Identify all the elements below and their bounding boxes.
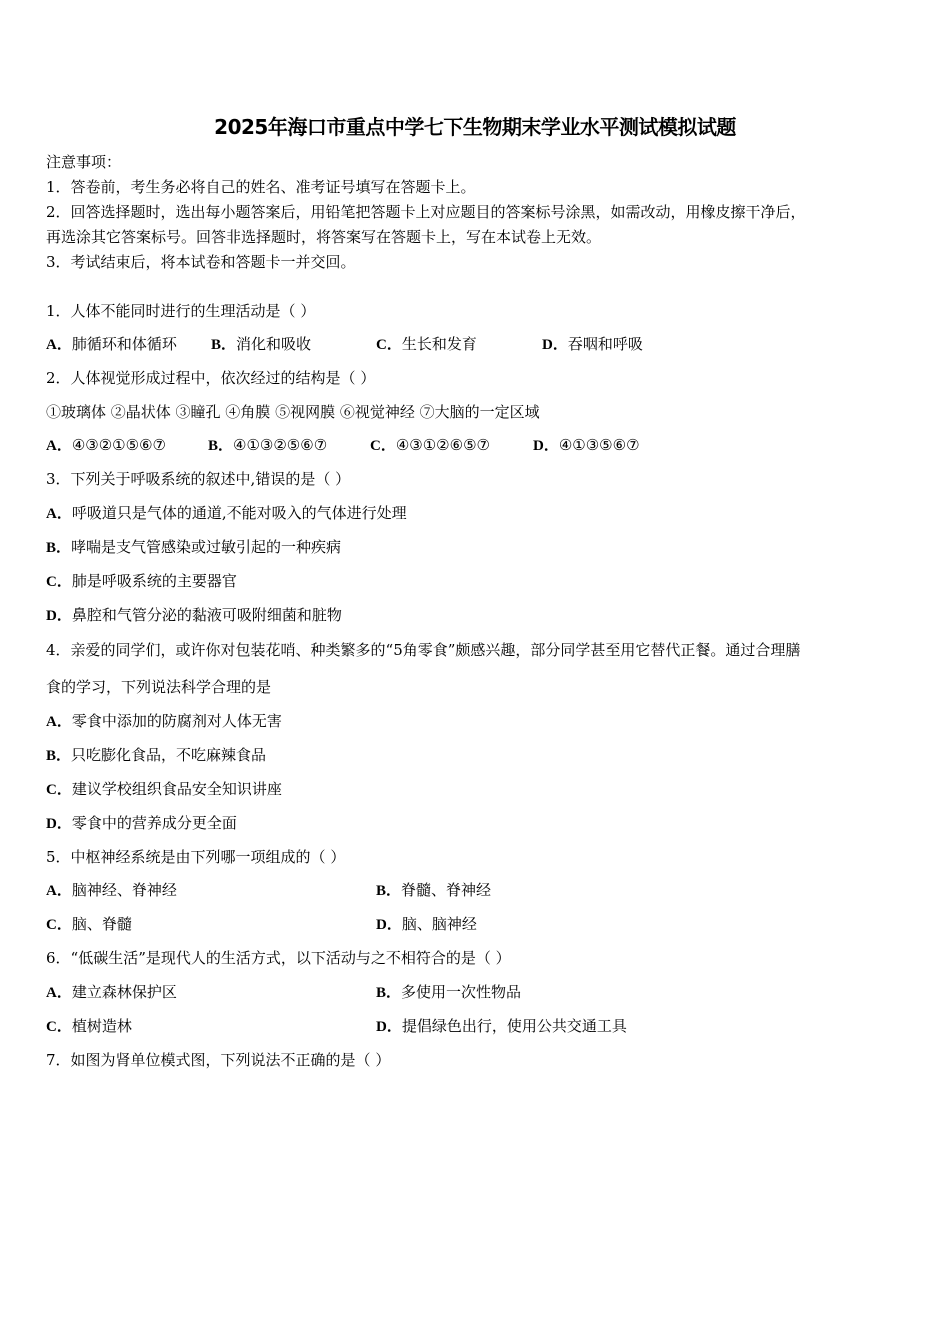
option-label: D． [376,1019,402,1035]
question-2-stem: 2．人体视觉形成过程中，依次经过的结构是（ ） [46,369,376,387]
question-3-stem: 3．下列关于呼吸系统的叙述中,错误的是（ ） [46,470,351,488]
option-label: A． [46,337,72,353]
option-label: B． [376,985,402,1001]
question-5-option-b [376,880,491,901]
option-label: C． [46,917,72,933]
notice-heading: 注意事项： [46,153,122,171]
question-1-option-a [46,334,177,355]
option-text: 生长和发育 [401,335,477,353]
question-6-option-a [46,982,177,1003]
option-text: 建立森林保护区 [71,983,177,1001]
option-label: C． [370,438,396,454]
notice-item-2-cont: 再选涂其它答案标号。回答非选择题时，将答案写在答题卡上，写在本试卷上无效。 [46,228,602,246]
question-4-stem-cont: 食的学习，下列说法科学合理的是 [46,678,272,696]
question-4-option-b [46,745,266,766]
option-label: A． [46,506,72,522]
question-3-option-a [46,503,407,524]
question-5-option-c [46,914,132,935]
question-6-option-b [376,982,521,1003]
option-text: 零食中的营养成分更全面 [71,814,237,832]
option-text: 脊髓、脊神经 [401,881,492,899]
option-text: ④③①②⑥⑤⑦ [395,436,490,454]
option-text: 肺是呼吸系统的主要器官 [71,572,237,590]
option-text: ④①③②⑤⑥⑦ [233,436,328,454]
question-2-option-b [208,435,327,456]
option-label: C． [46,574,72,590]
option-text: 零食中添加的防腐剂对人体无害 [71,712,282,730]
question-3-option-d [46,605,342,626]
option-text: 提倡绿色出行，使用公共交通工具 [401,1017,627,1035]
question-4-option-a [46,711,282,732]
question-1-option-b [211,334,311,355]
option-label: D． [46,816,72,832]
question-1-option-c [376,334,477,355]
option-text: 只吃膨化食品，不吃麻辣食品 [71,746,267,764]
option-label: B． [46,540,72,556]
option-label: A． [46,985,72,1001]
option-text: 呼吸道只是气体的通道,不能对吸入的气体进行处理 [71,504,407,522]
option-text: 建议学校组织食品安全知识讲座 [71,780,282,798]
option-text: 肺循环和体循环 [71,335,177,353]
option-text: 吞咽和呼吸 [567,335,643,353]
question-2-option-d [533,435,640,456]
option-label: C． [46,782,72,798]
option-label: B． [208,438,234,454]
option-label: D． [376,917,402,933]
option-label: D． [533,438,559,454]
option-label: D． [46,608,72,624]
question-7-stem: 7．如图为肾单位模式图，下列说法不正确的是（ ） [46,1051,391,1069]
question-1-stem: 1．人体不能同时进行的生理活动是（ ） [46,302,316,320]
option-label: B． [376,883,402,899]
option-text: ④①③⑤⑥⑦ [558,436,640,454]
option-text: ④③②①⑤⑥⑦ [71,436,166,454]
question-2-option-c [370,435,490,456]
question-4-option-c [46,779,282,800]
question-1-option-d [542,334,643,355]
question-4-stem: 4．亲爱的同学们，或许你对包装花哨、种类繁多的“5角零食”颇感兴趣，部分同学甚至用它替代正餐。通过合理膳 [46,641,801,659]
option-label: A． [46,883,72,899]
question-3-option-b [46,537,341,558]
option-label: C． [376,337,402,353]
question-3-option-c [46,571,237,592]
option-text: 消化和吸收 [236,335,312,353]
option-label: B． [211,337,237,353]
option-text: 植树造林 [71,1017,132,1035]
question-2-structures: ①玻璃体 ②晶状体 ③瞳孔 ④角膜 ⑤视网膜 ⑥视觉神经 ⑦大脑的一定区域 [46,403,540,421]
option-label: C． [46,1019,72,1035]
option-text: 鼻腔和气管分泌的黏液可吸附细菌和脏物 [71,606,342,624]
option-text: 脑、脊髓 [71,915,132,933]
option-text: 多使用一次性物品 [401,983,522,1001]
question-6-option-c [46,1016,132,1037]
notice-item-2: 2．回答选择题时，选出每小题答案后，用铅笔把答题卡上对应题目的答案标号涂黑，如需改动，用橡皮擦干净后， [46,203,806,221]
option-text: 脑神经、脊神经 [71,881,177,899]
notice-item-1: 1．答卷前，考生务必将自己的姓名、准考证号填写在答题卡上。 [46,178,476,196]
notice-item-3: 3．考试结束后，将本试卷和答题卡一并交回。 [46,253,356,271]
option-label: D． [542,337,568,353]
question-2-option-a [46,435,166,456]
question-4-option-d [46,813,237,834]
question-5-option-d [376,914,477,935]
question-5-option-a [46,880,177,901]
question-5-stem: 5．中枢神经系统是由下列哪一项组成的（ ） [46,848,346,866]
option-text: 脑、脑神经 [401,915,477,933]
option-label: B． [46,748,72,764]
question-6-stem: 6．“低碳生活”是现代人的生活方式，以下活动与之不相符合的是（ ） [46,949,511,967]
question-6-option-d [376,1016,627,1037]
option-label: A． [46,438,72,454]
option-label: A． [46,714,72,730]
option-text: 哮喘是支气管感染或过敏引起的一种疾病 [71,538,342,556]
page-title: 2025年海口市重点中学七下生物期末学业水平测试模拟试题 [214,115,736,139]
